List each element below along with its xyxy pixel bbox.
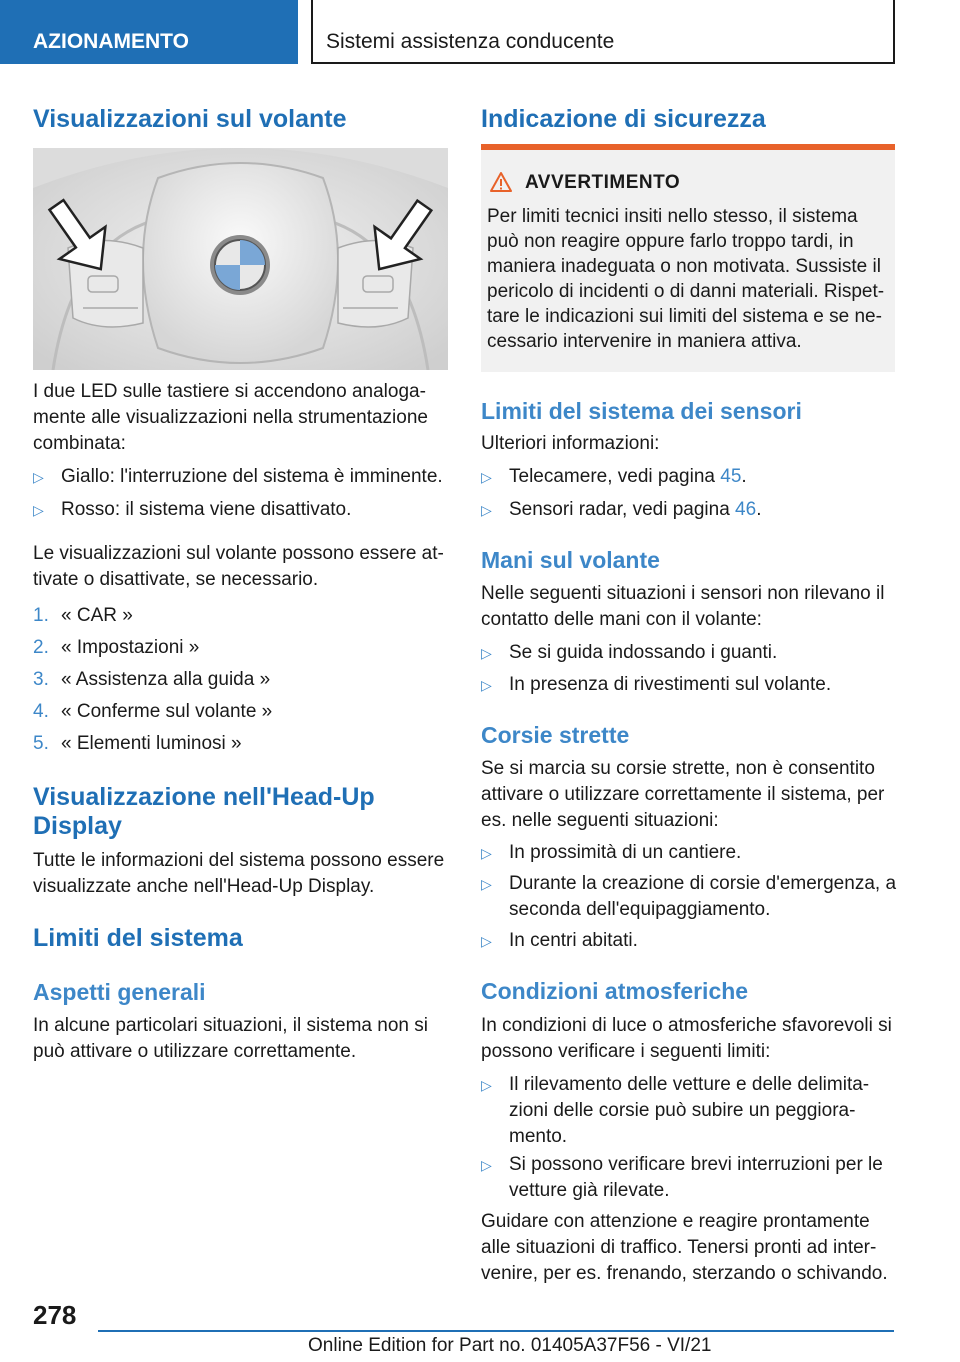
intro-line-1: I due LED sulle tastiere si accendono analoga- (33, 381, 426, 402)
section-tab (0, 0, 298, 64)
bullet-icon: ▷ (33, 469, 44, 485)
heading-limits: Limiti del sistema (33, 924, 243, 952)
heading-weather: Condizioni atmosferiche (481, 978, 749, 1004)
intro-line-2: mente alle visualizzazioni nella strumentazione (33, 407, 428, 428)
heading-hud-line-2: Display (33, 812, 122, 840)
bullet-icon: ▷ (33, 502, 44, 518)
bullet-icon: ▷ (481, 677, 492, 693)
warning-box (481, 150, 895, 372)
hud-text-1: Tutte le informazioni del sistema possono essere (33, 850, 445, 871)
closing-1: Guidare con attenzione e reagire prontamente (481, 1211, 870, 1232)
heading-lanes: Corsie strette (481, 722, 630, 748)
bullet-icon: ▷ (481, 502, 492, 518)
weather-intro-2: possono verificare i seguenti limiti: (481, 1041, 771, 1062)
warning-text: Per limiti tecnici insiti nello stesso, il sistema può non reagire oppure farlo troppo tardi, in maniera inadeguata o non motivata. Sussiste il pericolo di incidenti o di danni materiali. Rispet- tare le indicazioni sui limiti del sistema e se ne- cessario intervenire in maniera attiva. (487, 206, 885, 352)
lanes-intro-3: es. nelle seguenti situazioni: (481, 810, 719, 831)
bullet-icon: ▷ (481, 1077, 492, 1093)
page-number: 278 (33, 1300, 77, 1330)
chapter-title: Sistemi assistenza conducente (326, 30, 615, 53)
warning-title: AVVERTIMENTO (525, 172, 681, 193)
steering-wheel-illustration (33, 148, 448, 370)
heading-general: Aspetti generali (33, 979, 206, 1005)
sensors-intro: Ulteriori informazioni: (481, 433, 660, 454)
section-title: AZIONAMENTO (33, 30, 189, 53)
closing-3: venire, per es. frenando, sterzando o schivando. (481, 1263, 888, 1284)
bullet-icon: ▷ (481, 469, 492, 485)
heading-sensors: Limiti del sistema dei sensori (481, 398, 802, 424)
heading-steering-display: Visualizzazioni sul volante (33, 105, 347, 133)
chapter-tab (311, 0, 895, 64)
bullet-icon: ▷ (481, 933, 492, 949)
closing-2: alle situazioni di traffico. Tenersi pronti ad inter- (481, 1237, 877, 1258)
warning-triangle-icon (489, 171, 513, 193)
activate-line-1: Le visualizzazioni sul volante possono essere at- (33, 543, 444, 564)
page-link-45[interactable]: 45 (720, 466, 742, 487)
intro-line-3: combinata: (33, 433, 126, 454)
weather-intro-1: In condizioni di luce o atmosferiche sfavorevoli si (481, 1015, 892, 1036)
footer-edition: Online Edition for Part no. 01405A37F56 - VI/21 (308, 1335, 712, 1356)
general-text-1: In alcune particolari situazioni, il sistema non si (33, 1015, 428, 1036)
hud-text-2: visualizzate anche nell'Head-Up Display. (33, 876, 375, 897)
bullet-icon: ▷ (481, 645, 492, 661)
footer-rule (98, 1330, 894, 1332)
lanes-intro-2: attivare o utilizzare correttamente il sistema, per (481, 784, 885, 805)
hands-intro-1: Nelle seguenti situazioni i sensori non rilevano il (481, 583, 885, 604)
page-link-46[interactable]: 46 (735, 499, 757, 520)
lanes-intro-1: Se si marcia su corsie strette, non è consentito (481, 758, 875, 779)
bullet-icon: ▷ (481, 1157, 492, 1173)
bullet-icon: ▷ (481, 845, 492, 861)
activate-line-2: tivate o disattivate, se necessario. (33, 569, 319, 590)
heading-hands: Mani sul volante (481, 547, 660, 573)
heading-hud-line-1: Visualizzazione nell'Head-Up (33, 783, 375, 811)
heading-safety: Indicazione di sicurezza (481, 105, 766, 133)
general-text-2: può attivare o utilizzare correttamente. (33, 1041, 357, 1062)
bullet-icon: ▷ (481, 876, 492, 892)
hands-intro-2: contatto delle mani con il volante: (481, 609, 762, 630)
